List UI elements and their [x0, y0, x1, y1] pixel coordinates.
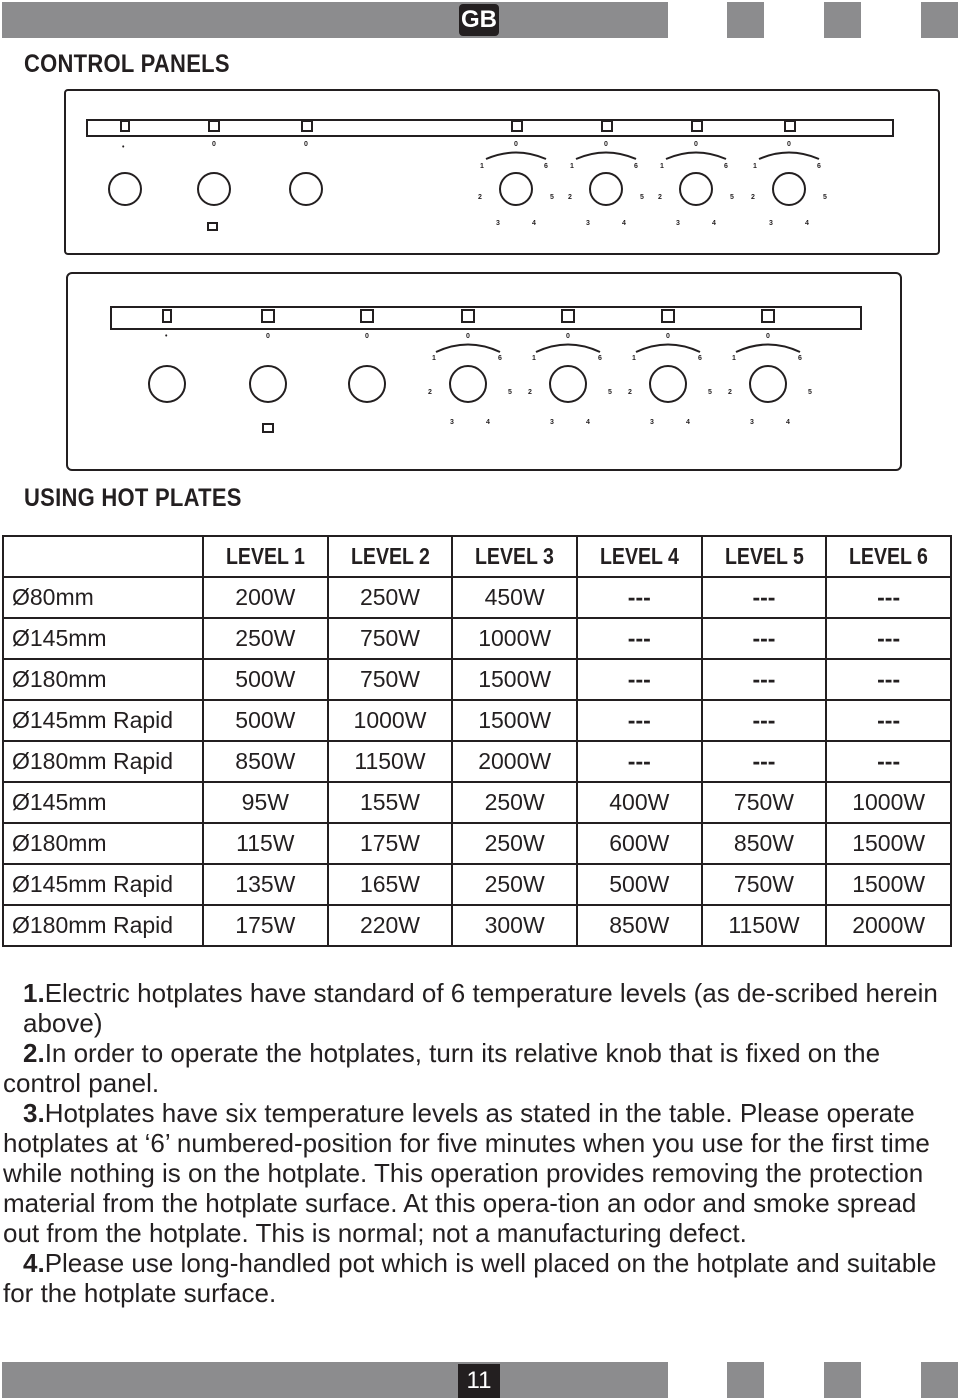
svg-text:1: 1: [532, 355, 536, 362]
svg-text:•: •: [165, 333, 168, 340]
svg-text:3: 3: [550, 419, 554, 426]
svg-text:6: 6: [634, 163, 638, 170]
power-cell: 1500W: [826, 823, 951, 864]
power-cell: 175W: [328, 823, 453, 864]
svg-text:•: •: [122, 144, 125, 151]
hotplate-size-cell: Ø180mm: [3, 659, 203, 700]
header-square: [824, 2, 861, 38]
power-cell: 500W: [203, 700, 328, 741]
table-row: [3, 577, 951, 618]
table-row: [3, 864, 951, 905]
note-1: 1.Electric hotplates have standard of 6 temperature levels (as de-scribed herein above): [23, 978, 938, 1038]
power-cell: 750W: [328, 659, 453, 700]
svg-text:1: 1: [753, 163, 757, 170]
table-header-row: [3, 536, 951, 577]
footer-bar: [2, 1362, 668, 1398]
svg-text:2: 2: [751, 194, 755, 201]
power-cell: ---: [826, 618, 951, 659]
power-cell: 600W: [577, 823, 702, 864]
power-cell: 165W: [328, 864, 453, 905]
power-cell: 500W: [203, 659, 328, 700]
power-cell: 2000W: [826, 905, 951, 946]
svg-text:6: 6: [817, 163, 821, 170]
svg-text:4: 4: [486, 419, 490, 426]
svg-text:1: 1: [660, 163, 664, 170]
svg-text:0: 0: [666, 333, 670, 340]
svg-text:2: 2: [568, 194, 572, 201]
table-header-cell: LEVEL 2: [328, 536, 453, 577]
svg-text:4: 4: [786, 419, 790, 426]
power-cell: 850W: [577, 905, 702, 946]
svg-text:1: 1: [732, 355, 736, 362]
power-cell: 1500W: [452, 659, 577, 700]
power-cell: 750W: [702, 864, 827, 905]
svg-text:4: 4: [532, 220, 536, 227]
hotplate-size-cell: Ø180mm Rapid: [3, 905, 203, 946]
header-square: [727, 2, 764, 38]
svg-text:1: 1: [570, 163, 574, 170]
note-4: 4.Please use long-handled pot which is well placed on the hotplate and suitable for the hotplate surface.: [3, 1248, 937, 1308]
panel-2-knobs: [68, 274, 900, 469]
table-header-cell: LEVEL 3: [452, 536, 577, 577]
control-panel-2: [66, 272, 902, 471]
instructions: [3, 978, 958, 1308]
svg-text:5: 5: [708, 389, 712, 396]
footer-square: [824, 1362, 861, 1398]
hotplate-size-cell: Ø145mm: [3, 782, 203, 823]
svg-text:3: 3: [769, 220, 773, 227]
power-cell: 250W: [452, 864, 577, 905]
svg-text:0: 0: [365, 333, 369, 340]
power-cell: ---: [826, 700, 951, 741]
power-cell: 1000W: [452, 618, 577, 659]
power-cell: 300W: [452, 905, 577, 946]
svg-text:4: 4: [586, 419, 590, 426]
control-panel-1: [64, 89, 940, 255]
svg-text:2: 2: [428, 389, 432, 396]
power-cell: ---: [826, 577, 951, 618]
panel-1-knobs: [66, 91, 938, 253]
svg-text:6: 6: [724, 163, 728, 170]
svg-text:1: 1: [632, 355, 636, 362]
power-cell: ---: [702, 700, 827, 741]
header-square: [921, 2, 958, 38]
power-cell: 750W: [702, 782, 827, 823]
power-cell: 175W: [203, 905, 328, 946]
svg-text:6: 6: [698, 355, 702, 362]
table-row: [3, 823, 951, 864]
footer-square: [727, 1362, 764, 1398]
hotplate-size-cell: Ø145mm Rapid: [3, 700, 203, 741]
svg-text:6: 6: [498, 355, 502, 362]
page-number: 11: [458, 1364, 500, 1398]
power-cell: 135W: [203, 864, 328, 905]
svg-text:2: 2: [658, 194, 662, 201]
power-cell: ---: [702, 659, 827, 700]
language-badge: GB: [459, 4, 499, 36]
power-cell: 1500W: [826, 864, 951, 905]
power-cell: 1150W: [702, 905, 827, 946]
svg-text:5: 5: [550, 194, 554, 201]
power-cell: ---: [577, 700, 702, 741]
svg-text:5: 5: [823, 194, 827, 201]
svg-text:2: 2: [478, 194, 482, 201]
table-row: [3, 700, 951, 741]
svg-text:3: 3: [450, 419, 454, 426]
power-cell: 250W: [452, 823, 577, 864]
table-header-cell: [3, 536, 203, 577]
svg-text:5: 5: [808, 389, 812, 396]
svg-text:4: 4: [805, 220, 809, 227]
svg-text:5: 5: [608, 389, 612, 396]
power-cell: 250W: [328, 577, 453, 618]
svg-text:2: 2: [728, 389, 732, 396]
table-row: [3, 659, 951, 700]
hotplate-size-cell: Ø145mm: [3, 618, 203, 659]
power-cell: 115W: [203, 823, 328, 864]
svg-text:6: 6: [544, 163, 548, 170]
power-cell: 2000W: [452, 741, 577, 782]
svg-text:1: 1: [432, 355, 436, 362]
svg-text:3: 3: [586, 220, 590, 227]
control-panels-title: CONTROL PANELS: [24, 50, 230, 78]
power-cell: 500W: [577, 864, 702, 905]
hotplate-size-cell: Ø180mm Rapid: [3, 741, 203, 782]
power-cell: 95W: [203, 782, 328, 823]
power-cell: 250W: [203, 618, 328, 659]
power-cell: ---: [577, 577, 702, 618]
svg-text:4: 4: [622, 220, 626, 227]
using-hot-plates-title: USING HOT PLATES: [24, 484, 242, 512]
power-cell: 450W: [452, 577, 577, 618]
power-cell: 1000W: [826, 782, 951, 823]
svg-text:0: 0: [466, 333, 470, 340]
table-row: [3, 782, 951, 823]
svg-text:0: 0: [694, 141, 698, 148]
power-cell: ---: [577, 741, 702, 782]
power-cell: 155W: [328, 782, 453, 823]
power-cell: 750W: [328, 618, 453, 659]
power-cell: 1000W: [328, 700, 453, 741]
svg-text:0: 0: [212, 141, 216, 148]
table-header-cell: LEVEL 6: [826, 536, 951, 577]
svg-text:0: 0: [566, 333, 570, 340]
svg-text:5: 5: [640, 194, 644, 201]
svg-text:1: 1: [480, 163, 484, 170]
hotplate-size-cell: Ø145mm Rapid: [3, 864, 203, 905]
hotplate-size-cell: Ø80mm: [3, 577, 203, 618]
svg-text:3: 3: [650, 419, 654, 426]
power-cell: ---: [826, 741, 951, 782]
power-cell: 400W: [577, 782, 702, 823]
svg-text:3: 3: [496, 220, 500, 227]
hotplate-power-table: [2, 535, 952, 947]
power-cell: 1500W: [452, 700, 577, 741]
svg-text:0: 0: [266, 333, 270, 340]
svg-text:0: 0: [304, 141, 308, 148]
svg-text:5: 5: [508, 389, 512, 396]
footer-square: [921, 1362, 958, 1398]
svg-text:0: 0: [604, 141, 608, 148]
svg-text:3: 3: [750, 419, 754, 426]
svg-text:2: 2: [528, 389, 532, 396]
power-cell: 850W: [702, 823, 827, 864]
power-cell: 200W: [203, 577, 328, 618]
header-bar: [2, 2, 668, 38]
power-cell: 850W: [203, 741, 328, 782]
power-cell: ---: [702, 577, 827, 618]
svg-text:0: 0: [514, 141, 518, 148]
table-header-cell: LEVEL 1: [203, 536, 328, 577]
power-cell: ---: [577, 659, 702, 700]
note-2: 2.In order to operate the hotplates, turn its relative knob that is fixed on the control panel.: [3, 1038, 881, 1098]
power-cell: 1150W: [328, 741, 453, 782]
svg-text:6: 6: [798, 355, 802, 362]
svg-text:0: 0: [766, 333, 770, 340]
power-cell: ---: [702, 618, 827, 659]
svg-text:2: 2: [628, 389, 632, 396]
table-row: [3, 741, 951, 782]
hotplate-size-cell: Ø180mm: [3, 823, 203, 864]
svg-text:4: 4: [686, 419, 690, 426]
power-cell: ---: [577, 618, 702, 659]
table-header-cell: LEVEL 4: [577, 536, 702, 577]
svg-text:4: 4: [712, 220, 716, 227]
note-3: 3.Hotplates have six temperature levels as stated in the table. Please operate hotplates at ‘6’ numbered-position for five minutes when you use for the first time while nothing is on the hotplate. This operation provides removing the protection material from the hotplate surface. At this opera-tion an odor and smoke spread out from the hotplate. This is normal; not a manufacturing defect.: [3, 1098, 930, 1248]
svg-text:6: 6: [598, 355, 602, 362]
svg-text:5: 5: [730, 194, 734, 201]
power-cell: 220W: [328, 905, 453, 946]
svg-text:3: 3: [676, 220, 680, 227]
table-row: [3, 618, 951, 659]
power-cell: ---: [702, 741, 827, 782]
power-cell: 250W: [452, 782, 577, 823]
table-header-cell: LEVEL 5: [702, 536, 827, 577]
table-row: [3, 905, 951, 946]
power-cell: ---: [826, 659, 951, 700]
svg-text:0: 0: [787, 141, 791, 148]
